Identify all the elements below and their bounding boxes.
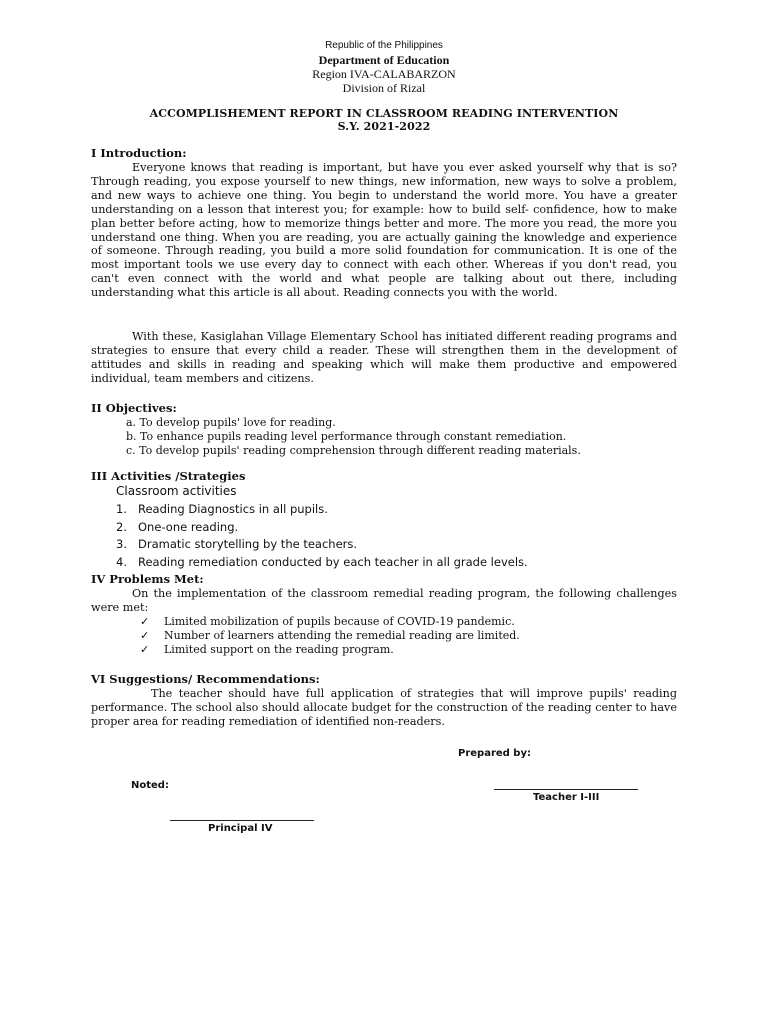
activities-list	[116, 502, 528, 572]
report-title: ACCOMPLISHEMENT REPORT IN CLASSROOM READING INTERVENTION	[149, 107, 619, 120]
checklist-text: Number of learners attending the remedial reading are limited.	[164, 629, 520, 642]
list-text: Dramatic storytelling by the teachers.	[138, 537, 358, 551]
list-text: Reading Diagnostics in all pupils.	[138, 502, 328, 516]
teacher-signature-line	[494, 789, 638, 790]
checklist-item	[140, 643, 394, 656]
checklist-item	[140, 629, 520, 642]
school-year: S.Y. 2021-2022	[337, 120, 431, 133]
checkmark-icon: ✓	[140, 643, 150, 656]
noted-label: Noted:	[131, 780, 169, 791]
header-division: Division of Rizal	[342, 81, 426, 95]
objective-item: b. To enhance pupils reading level performance through constant remediation.	[126, 430, 567, 443]
list-item	[116, 502, 528, 520]
checkmark-icon: ✓	[140, 615, 150, 628]
list-number: 4.	[116, 554, 127, 569]
list-number: 3.	[116, 537, 127, 551]
introduction-paragraph-2: With these, Kasiglahan Village Elementary School has initiated different reading programs and strategies to ensure that every child a reader. These will strengthen them in the development of attitudes and skills in reading and speaking which will make them productive and empowered individual, team members and citizens.	[91, 330, 677, 385]
checklist-text: Limited support on the reading program.	[164, 643, 394, 656]
list-item	[116, 537, 528, 555]
list-item	[116, 555, 528, 573]
header-region: Region IVA-CALABARZON	[312, 67, 456, 81]
problems-intro: On the implementation of the classroom remedial reading program, the following challenges were met:	[91, 587, 677, 614]
header-republic: Republic of the Philippines	[325, 40, 443, 51]
introduction-paragraph-1: Everyone knows that reading is important, but have you ever asked yourself why that is so? Through reading, you expose yourself to new things, new information, new ways to solve a problem, and new ways to achieve one thing. You begin to understand the world more. You have a greater understanding on a lesson that interest you; for example: how to build self- confidence, how to make plan better before acting, how to memorize things better and more. The more you read, the more you understand one thing. When you are reading, you are actually gaining the knowledge and experience of someone. Through reading, you build a more solid foundation for communication. It is one of the most important tools we use every day to connect with each other. Whereas if you don't read, you can't even connect with the world and what people are talking about out there, including understanding what this article is all about. Reading connects you with the world.	[91, 161, 677, 300]
activities-subheading: Classroom activities	[116, 484, 237, 498]
principal-signature-line	[170, 820, 314, 821]
list-text: One-one reading.	[138, 519, 239, 534]
checklist-text: Limited mobilization of pupils because of COVID-19 pandemic.	[164, 615, 515, 628]
checkmark-icon: ✓	[140, 629, 150, 642]
checklist-item	[140, 615, 515, 628]
suggestions-paragraph: The teacher should have full application of strategies that will improve pupils' reading performance. The school also should allocate budget for the construction of the reading center to have proper area for reading remediation of identified non-readers.	[91, 687, 677, 728]
objective-item: c. To develop pupils' reading comprehension through different reading materials.	[126, 444, 581, 457]
teacher-title: Teacher I-III	[533, 792, 600, 803]
prepared-by-label: Prepared by:	[458, 748, 531, 759]
principal-title: Principal IV	[208, 823, 273, 834]
suggestions-heading: VI Suggestions/ Recommendations:	[91, 672, 320, 686]
introduction-heading: I Introduction:	[91, 146, 187, 160]
activities-heading: III Activities /Strategies	[91, 469, 246, 483]
list-number: 2.	[116, 519, 127, 534]
objectives-heading: II Objectives:	[91, 401, 177, 415]
objective-item: a. To develop pupils' love for reading.	[126, 416, 336, 429]
list-number: 1.	[116, 502, 127, 516]
header-department: Department of Education	[318, 53, 450, 67]
list-item	[116, 520, 528, 538]
problems-heading: IV Problems Met:	[91, 572, 204, 586]
list-text: Reading remediation conducted by each teacher in all grade levels.	[138, 554, 528, 569]
